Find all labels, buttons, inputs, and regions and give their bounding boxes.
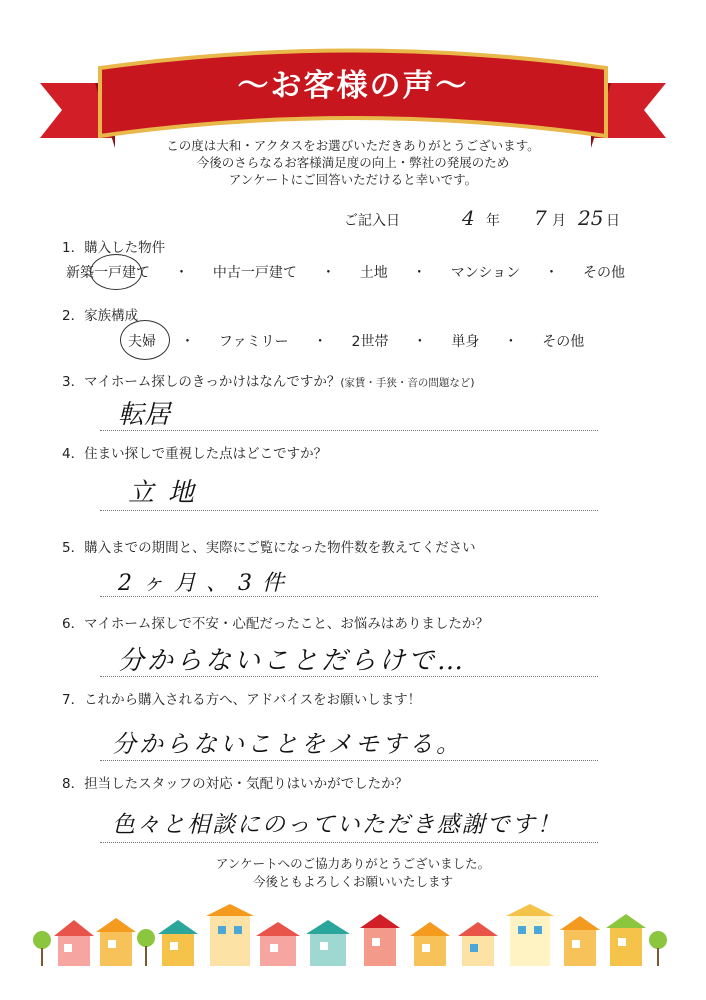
option-used-house: 中古一戸建て [212, 265, 297, 281]
date-label: ご記入日 [344, 213, 400, 229]
intro-line: 今後のさらなるお客様満足度の向上・弊社の発展のため [196, 155, 510, 170]
option-single: 単身 [451, 334, 480, 350]
option-family: ファミリー [218, 334, 289, 350]
q1-selection-circle [90, 254, 142, 290]
option-couple: 夫婦 [128, 334, 156, 350]
house-icon [206, 904, 254, 966]
house-icon [54, 920, 94, 966]
option-separator: ・ [412, 334, 427, 350]
q4-label: 4．住まい探しで重視した点はどこですか？ [62, 446, 328, 462]
q6-label: 6．マイホーム探しで不安・心配だったこと、お悩みはありましたか？ [62, 616, 489, 632]
q7-answer: 分からないことをメモする。 [112, 730, 463, 758]
answer-line [100, 842, 598, 843]
option-other: その他 [583, 265, 625, 281]
intro-line: この度は大和・アクタスをお選びいただきありがとうございます。 [166, 138, 540, 153]
date-row [344, 206, 684, 236]
q1-options [66, 262, 625, 282]
house-icon [96, 918, 136, 966]
answer-line [100, 676, 598, 677]
banner-title: 〜お客様の声〜 [237, 68, 469, 104]
date-year-unit: 年 [486, 213, 500, 229]
date-month-unit: 月 [552, 213, 566, 229]
option-separator: ・ [321, 265, 336, 281]
intro-line: アンケートにご回答いただけると幸いです。 [228, 172, 478, 187]
q3-answer: 転居 [118, 400, 171, 430]
q8-answer: 色々と相談にのっていただき感謝です！ [112, 812, 562, 838]
house-icon [360, 914, 400, 966]
house-icon [306, 920, 350, 966]
tree-icon [649, 931, 667, 966]
q6-answer: 分からないことだらけで… [118, 646, 467, 676]
option-separator: ・ [174, 265, 189, 281]
q8-label: 8．担当したスタッフの対応・気配りはいかがでしたか？ [62, 776, 409, 792]
option-separator: ・ [412, 265, 427, 281]
tree-icon [33, 931, 51, 966]
option-separator: ・ [180, 334, 195, 350]
q3-note: (家賃・手狭・音の問題など) [340, 377, 475, 389]
option-other: その他 [542, 334, 585, 350]
option-mansion: マンション [450, 265, 521, 281]
answer-line [100, 596, 598, 597]
date-year: 4 [462, 206, 475, 230]
q5-label: 5．購入までの期間と、実際にご覧になった物件数を教えてください [62, 540, 476, 556]
houses-illustration [30, 900, 670, 970]
outro-line: 今後ともよろしくお願いいたします [252, 874, 453, 889]
house-icon [560, 916, 600, 966]
outro-line: アンケートへのご協力ありがとうございました。 [215, 856, 491, 871]
answer-line [100, 510, 598, 511]
house-icon [606, 914, 646, 966]
answer-line [100, 760, 598, 761]
outro-text [0, 855, 706, 891]
q2-options [128, 331, 584, 351]
q1-label: 1．購入した物件 [62, 240, 166, 256]
house-icon [506, 904, 554, 966]
date-month: 7 [534, 206, 547, 230]
option-new-house: 新築一戸建て [66, 265, 150, 281]
house-icon [458, 922, 498, 966]
tree-icon [137, 929, 155, 966]
option-separator: ・ [503, 334, 518, 350]
option-separator: ・ [313, 334, 328, 350]
option-land: 土地 [359, 265, 388, 281]
intro-text [0, 137, 706, 188]
house-icon [410, 922, 450, 966]
answer-line [100, 430, 598, 431]
house-icon [158, 920, 198, 966]
house-icon [256, 922, 300, 966]
q2-label: 2．家族構成 [62, 308, 139, 324]
option-two-generation: 2世帯 [351, 334, 389, 350]
date-day-unit: 日 [606, 213, 620, 229]
q2-selection-circle [120, 320, 170, 360]
option-separator: ・ [544, 265, 559, 281]
q7-label: 7．これから購入される方へ、アドバイスをお願いします！ [62, 692, 422, 708]
q4-answer: 立地 [128, 478, 209, 508]
date-day: 25 [578, 206, 604, 230]
q5-answer: 2ヶ月、3件 [118, 571, 294, 596]
q3-question: 3．マイホーム探しのきっかけはなんですか？ [62, 374, 341, 390]
q3-label [62, 370, 475, 390]
